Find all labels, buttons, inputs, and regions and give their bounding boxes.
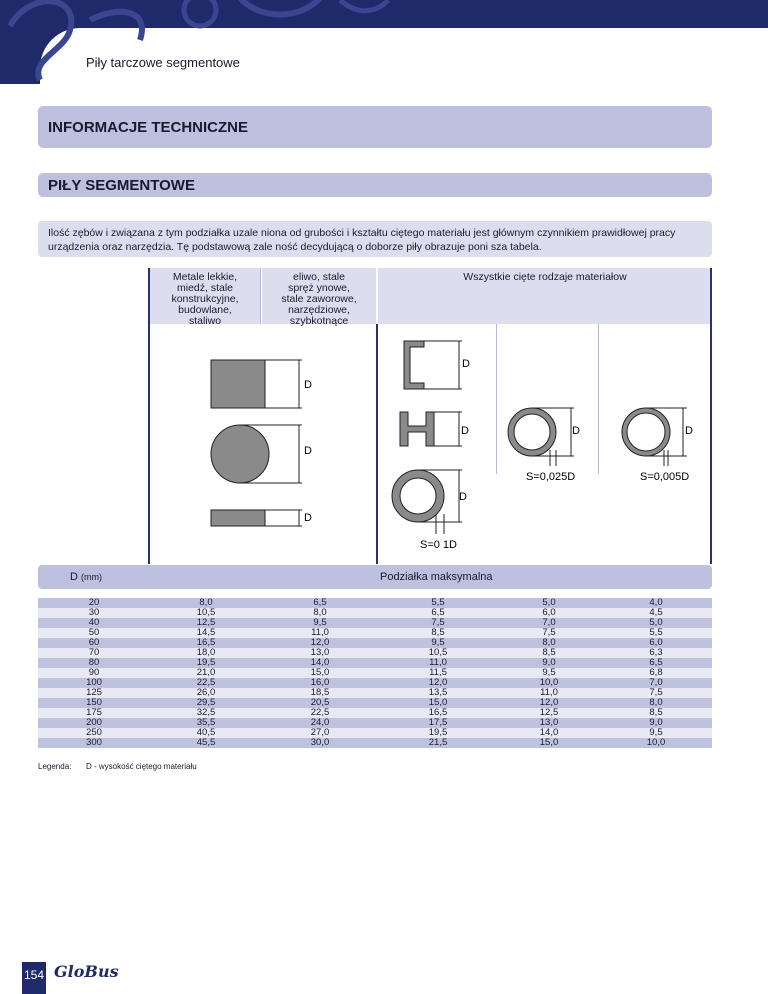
pitch-cell: 30,0 (310, 737, 330, 748)
dimension-label: D (462, 358, 470, 370)
saws-title: PIŁY SEGMENTOWE (48, 177, 195, 194)
pitch-cell: 19,5 (428, 727, 448, 738)
diameter-cell: 50 (88, 627, 100, 638)
page-number: 154 (24, 968, 45, 982)
table-row (38, 668, 712, 678)
d-label-text: D (70, 571, 78, 583)
table-row (38, 738, 712, 748)
pitch-cell: 21,0 (196, 667, 216, 678)
pitch-cell: 5,0 (649, 617, 663, 628)
diameter-cell: 100 (86, 677, 102, 688)
pitch-cell: 11,0 (429, 657, 447, 668)
intro-text: Ilość zębów i związana z tym podziałka uzale niona od grubości i kształtu ciętego materiału jest głównym czynnikiem prawidłowej pracy urządzenia oraz narzędzia. Tę podstawową zale ność decydującą o doborze piły obrazuje poni sza tabela. (48, 227, 676, 253)
pitch-cell: 5,0 (542, 597, 556, 608)
pitch-cell: 21,5 (428, 737, 448, 748)
pitch-cell: 12,5 (539, 707, 559, 718)
pitch-cell: 12,0 (539, 697, 559, 708)
pitch-cell: 40,5 (196, 727, 216, 738)
table-row (38, 688, 712, 698)
pitch-cell: 14,5 (196, 627, 216, 638)
diameter-cell: 175 (86, 707, 102, 718)
pitch-cell: 13,5 (428, 687, 448, 698)
saws-band (38, 173, 712, 197)
pitch-cell: 8,5 (431, 627, 445, 638)
pitch-cell: 12,0 (310, 637, 330, 648)
diameter-cell: 20 (88, 597, 100, 608)
wall-thickness-label: S=0,025D (526, 471, 576, 483)
pitch-cell: 13,0 (539, 717, 559, 728)
pitch-cell: 22,5 (310, 707, 330, 718)
col2-line: szybkotnące (289, 315, 349, 327)
table-row (38, 728, 712, 738)
pitch-cell: 9,5 (649, 727, 663, 738)
square-bar-shape (211, 360, 265, 408)
col2-line: spręż ynowe, (288, 282, 350, 294)
table-row (38, 598, 712, 608)
pitch-cell: 7,0 (649, 677, 663, 688)
table-row (38, 708, 712, 718)
pitch-cell: 8,0 (542, 637, 556, 648)
pitch-cell: 9,0 (649, 717, 663, 728)
pitch-cell: 7,5 (542, 627, 556, 638)
pitch-cell: 8,5 (542, 647, 556, 658)
table-row (38, 608, 712, 618)
pitch-cell: 32,5 (196, 707, 216, 718)
dimension-label: D (572, 425, 580, 437)
wall-thickness-label: S=0,005D (640, 471, 690, 483)
dimension-label: D (685, 425, 693, 437)
diameter-cell: 70 (88, 647, 100, 658)
pitch-cell: 17,5 (428, 717, 448, 728)
diameter-cell: 125 (86, 687, 102, 698)
channel-profile-shape (404, 341, 424, 389)
pitch-cell: 7,0 (542, 617, 556, 628)
material-shapes-diagram (150, 324, 712, 564)
diameter-cell: 150 (86, 697, 102, 708)
pitch-cell: 6,0 (542, 607, 556, 618)
pitch-cell: 14,0 (539, 727, 559, 738)
dimension-label: D (304, 512, 312, 524)
pitch-cell: 9,5 (542, 667, 556, 678)
diameter-cell: 80 (88, 657, 100, 668)
pitch-cell: 7,5 (431, 617, 445, 628)
diameter-cell: 200 (86, 717, 102, 728)
top-header (0, 0, 768, 84)
wall-thickness-label: S=0 1D (420, 539, 457, 551)
pitch-cell: 9,5 (431, 637, 445, 648)
flat-bar-shape (211, 510, 265, 526)
d-column-label (70, 571, 102, 583)
pitch-cell: 6,8 (649, 667, 663, 678)
pitch-cell: 35,5 (196, 717, 216, 728)
pitch-cell: 9,5 (313, 617, 327, 628)
pitch-cell: 22,5 (196, 677, 216, 688)
table-header-row (38, 565, 712, 589)
diameter-cell: 40 (88, 617, 100, 628)
section-title: Piły tarczowe segmentowe (86, 55, 240, 70)
pitch-cell: 11,5 (429, 667, 447, 678)
pitch-cell: 8,5 (649, 707, 663, 718)
column-divider (260, 268, 261, 324)
pitch-cell: 5,5 (649, 627, 663, 638)
table-row (38, 718, 712, 728)
col1-line: miedź, stale (176, 282, 234, 294)
diameter-cell: 30 (88, 607, 100, 618)
globus-watermark-logo (0, 0, 390, 84)
pitch-cell: 18,5 (310, 687, 330, 698)
pitch-cell: 12,5 (196, 617, 216, 628)
info-band (38, 106, 712, 148)
col2-line: narzędziowe, (288, 304, 350, 316)
pitch-cell: 6,5 (431, 607, 445, 618)
pitch-cell: 24,0 (310, 717, 330, 728)
table-row (38, 638, 712, 648)
col3-line: Wszystkie cięte rodzaje materiałow (463, 271, 627, 283)
pitch-cell: 16,5 (428, 707, 448, 718)
dimension-label: D (459, 491, 467, 503)
pitch-cell: 15,0 (428, 697, 448, 708)
diameter-cell: 90 (88, 667, 100, 678)
pitch-cell: 29,5 (196, 697, 216, 708)
table-row (38, 648, 712, 658)
pitch-cell: 6,0 (649, 637, 663, 648)
pitch-cell: 27,0 (310, 727, 330, 738)
d-unit-text: (mm) (81, 572, 103, 582)
diameter-cell: 300 (86, 737, 102, 748)
pitch-cell: 26,0 (196, 687, 216, 698)
pitch-label: Podziałka maksymalna (380, 571, 493, 583)
pitch-cell: 19,5 (196, 657, 216, 668)
pitch-cell: 15,0 (310, 667, 330, 678)
col1-line: staliwo (188, 315, 222, 327)
pitch-cell: 8,0 (649, 697, 663, 708)
pitch-cell: 10,0 (539, 677, 559, 688)
pitch-cell: 13,0 (310, 647, 330, 658)
pitch-cell: 4,0 (649, 597, 663, 608)
dimension-label: D (304, 445, 312, 457)
diameter-cell: 60 (88, 637, 100, 648)
pitch-cell: 8,0 (199, 597, 213, 608)
pitch-cell: 5,5 (431, 597, 445, 608)
dimension-label: D (461, 425, 469, 437)
pitch-cell: 10,0 (646, 737, 666, 748)
pitch-cell: 18,0 (196, 647, 216, 658)
table-row (38, 618, 712, 628)
pitch-cell: 4,5 (649, 607, 663, 618)
round-bar-shape (211, 425, 269, 483)
col1-line: konstrukcyjne, (171, 293, 239, 305)
pitch-cell: 6,5 (313, 597, 327, 608)
pitch-cell: 10,5 (428, 647, 448, 658)
table-row (38, 698, 712, 708)
col3-header (378, 272, 712, 283)
table-row (38, 628, 712, 638)
pitch-cell: 14,0 (310, 657, 330, 668)
pitch-cell: 11,0 (311, 627, 329, 638)
col2-line: eliwo, stale (293, 271, 345, 283)
legend-label: Legenda: (38, 762, 72, 771)
col1-header (150, 272, 260, 327)
pitch-cell: 6,5 (649, 657, 663, 668)
table-row (38, 658, 712, 668)
pitch-cell: 6,3 (649, 647, 663, 658)
pitch-cell: 20,5 (310, 697, 330, 708)
footer-logo: GloBus (54, 962, 119, 981)
col2-line: stale zaworowe, (281, 293, 357, 305)
pitch-cell: 16,0 (310, 677, 330, 688)
pitch-cell: 12,0 (428, 677, 448, 688)
col2-header (262, 272, 376, 327)
info-title: INFORMACJE TECHNICZNE (48, 119, 249, 136)
pitch-cell: 10,5 (196, 607, 216, 618)
intro-box (38, 221, 712, 257)
col1-line: Metale lekkie, (172, 271, 238, 283)
pitch-cell: 7,5 (649, 687, 663, 698)
pitch-cell: 9,0 (542, 657, 556, 668)
legend-text: D - wysokość ciętego materiału (86, 762, 197, 771)
pitch-table (38, 598, 712, 748)
pitch-cell: 11,0 (540, 687, 558, 698)
i-beam-shape (400, 412, 434, 446)
diameter-cell: 250 (86, 727, 102, 738)
pitch-cell: 16,5 (196, 637, 216, 648)
pitch-cell: 15,0 (539, 737, 559, 748)
pitch-cell: 45,5 (196, 737, 216, 748)
pitch-cell: 8,0 (313, 607, 327, 618)
table-row (38, 678, 712, 688)
col1-line: budowlane, (178, 304, 232, 316)
dimension-label: D (304, 379, 312, 391)
